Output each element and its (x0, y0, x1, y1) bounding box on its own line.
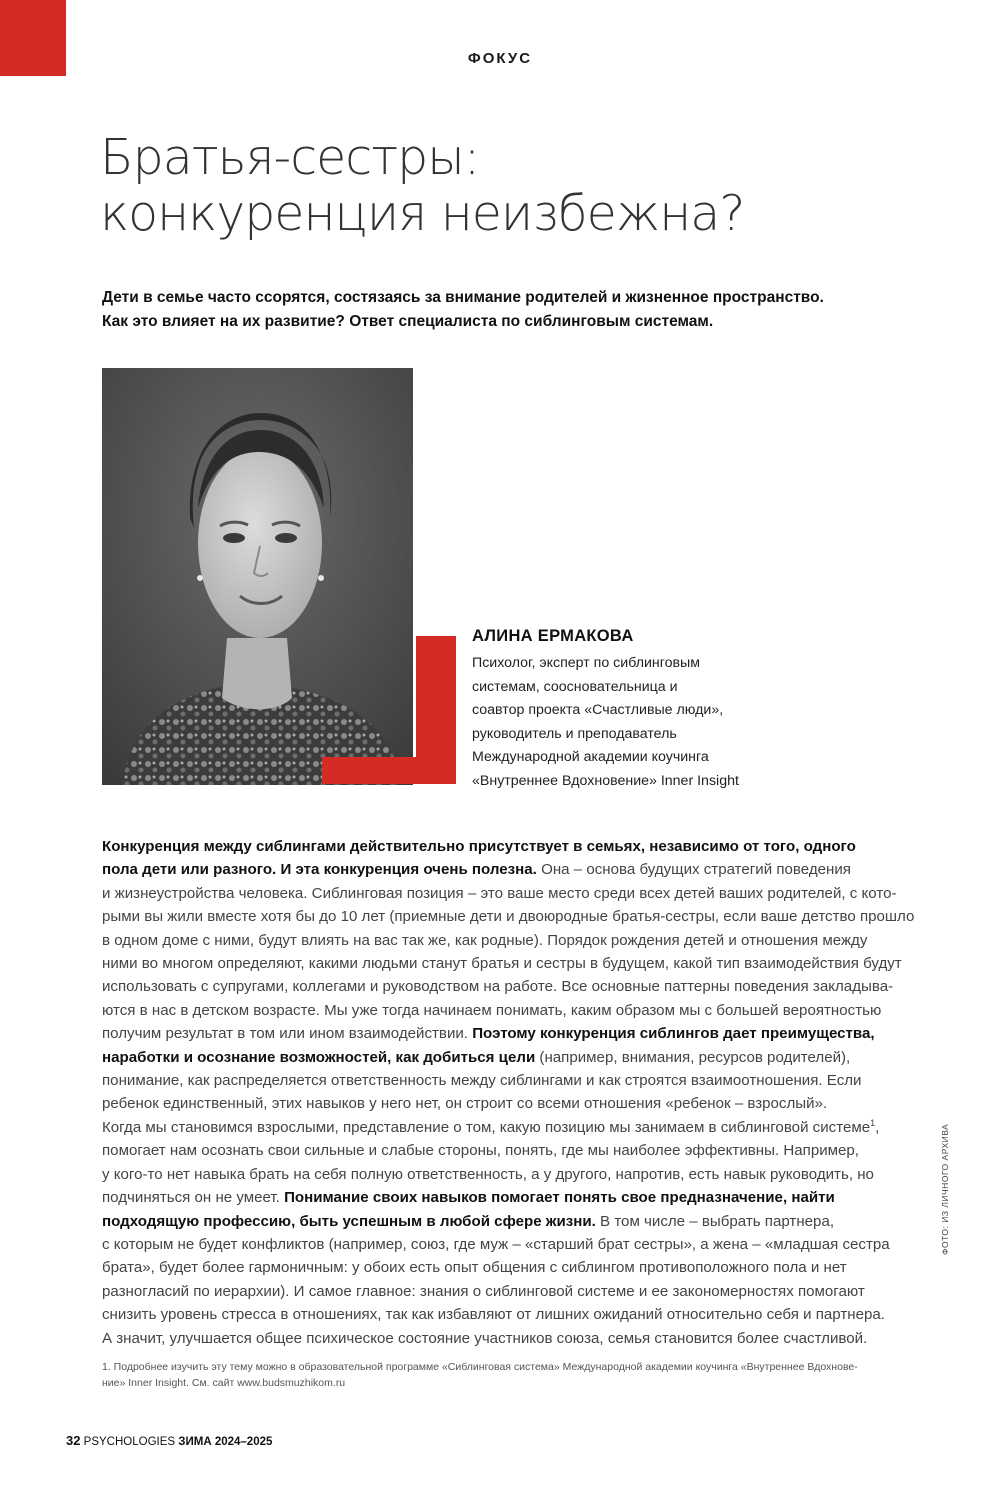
body-bold-text: наработки и осознание возможностей, как добиться цели (102, 1048, 536, 1066)
author-name: АЛИНА ЕРМАКОВА (472, 627, 634, 645)
body-line: ются в нас в детском возрасте. Мы уже тогда начинаем понимать, каким образом мы с большей вероятностью (102, 1001, 882, 1019)
body-line (102, 1210, 892, 1233)
body-line: рыми вы жили вместе хотя бы до 10 лет (приемные дети и двоюродные братья-сестры, если ваше детство прошло (102, 908, 915, 926)
body-line (102, 858, 892, 881)
body-bold-text: подходящую профессию, быть успешным в любой сфере жизни. (102, 1212, 596, 1230)
body-line: ними во многом определяют, какими людьми станут братья и сестры в будущем, какой тип взаимодействия будут (102, 955, 902, 973)
section-label: ФОКУС (467, 50, 533, 67)
body-line: ребенок единственный, этих навыков у него нет, он строит со всеми отношения «ребенок – взрослый». (102, 1095, 828, 1113)
footnote-line-1: 1. Подробнее изучить эту тему можно в образовательной программе «Сиблинговая система» Международной академии коучинга «Внутреннее Вдохнове- (102, 1361, 858, 1373)
author-bio-line: руководитель и преподаватель (472, 725, 677, 742)
body-text: Она – основа будущих стратегий поведения (536, 861, 851, 879)
article-body (102, 835, 915, 1350)
page-footer (66, 1433, 272, 1448)
body-line: у кого-то нет навыка брать на себя полную ответственность, а у другого, напротив, есть навык руководить, но (102, 1165, 874, 1183)
body-line: с которым не будет конфликтов (например, союз, где муж – «старший брат сестры», а жена – «младшая сестра (102, 1235, 890, 1253)
lead-line-2: Как это влияет на их развитие? Ответ специалиста по сиблинговым системам. (102, 313, 714, 330)
author-bio-line: Психолог, эксперт по сиблинговым (472, 655, 700, 671)
magazine-name: PSYCHOLOGIES (83, 1436, 176, 1448)
footnote-ref: 1 (870, 1117, 876, 1128)
body-text: получим результат в том или ином взаимодействии. (102, 1025, 473, 1043)
body-bold-text: пола дети или разного. И эта конкуренция очень полезна. (102, 861, 537, 879)
body-line: использовать с супругами, коллегами и руководством на работе. Все основные паттерны поведения закладыва- (102, 978, 894, 996)
body-bold-text: Понимание своих навыков помогает понять свое предназначение, найти (284, 1189, 835, 1207)
article-headline (100, 130, 920, 242)
body-line: и жизнеустройства человека. Сиблинговая позиция – это ваше место среди всех детей ваших родителей, с кото- (102, 884, 897, 902)
body-line: снизить уровень стресса в отношениях, так как избавляют от лишних ожиданий относительно себя и партнера. (102, 1306, 885, 1324)
headline-line-2: конкуренция неизбежна? (100, 185, 745, 242)
headline-line-1: Братья-сестры: (100, 129, 480, 186)
body-bold-text: Конкуренция между сиблингами действительно присутствует в семьях, независимо от того, одного (102, 838, 856, 855)
author-bio-line: Международной академии коучинга (472, 749, 709, 765)
author-bio-line: системам, соосновательница и (472, 678, 678, 695)
issue-season: ЗИМА 2024–2025 (178, 1436, 273, 1448)
body-line: помогает нам осознать свои сильные и слабые стороны, понять, где мы наиболее эффективны. Например, (102, 1142, 860, 1160)
footnote-line-2: ние» Inner Insight. См. сайт www.budsmuzhikom.ru (102, 1377, 346, 1389)
article-lead (102, 286, 862, 334)
body-bold-text: Поэтому конкуренция сиблингов дает преимущества, (472, 1025, 875, 1043)
body-text: (например, внимания, ресурсов родителей), (535, 1048, 851, 1066)
body-line (102, 1022, 892, 1045)
author-bio-line: «Внутреннее Вдохновение» Inner Insight (472, 772, 739, 789)
body-line: разногласий по иерархии). И самое главное: знания о сиблинговой системе и ее закономерностях помогают (102, 1282, 865, 1300)
author-bio-line: соавтор проекта «Счастливые люди», (472, 702, 724, 718)
body-text: подчиняться он не умеет. (102, 1189, 285, 1207)
body-line: А значит, улучшается общее психическое состояние участников союза, семья становится более счастливой. (102, 1329, 868, 1347)
body-line (102, 1046, 892, 1069)
red-accent-frame (322, 636, 456, 784)
body-text: , (875, 1118, 880, 1136)
lead-line-1: Дети в семье часто ссорятся, состязаясь за внимание родителей и жизненное пространство. (102, 289, 824, 306)
footnote (102, 1359, 892, 1391)
body-text: Когда мы становимся взрослыми, представление о том, какую позицию мы занимаем в сиблинговой системе (102, 1118, 871, 1136)
body-line: брата», будет более гармоничным: у обоих есть опыт общения с сиблингом противоположного пола и нет (102, 1259, 847, 1277)
body-line: понимание, как распределяется ответственность между сиблингами и как строятся взаимоотношения. Если (102, 1072, 862, 1090)
author-info (472, 627, 772, 793)
body-line: в одном доме с ними, будут влиять на вас так же, как родные). Порядок рождения детей и отношения между (102, 931, 868, 949)
photo-credit: ФОТО: ИЗ ЛИЧНОГО АРХИВА (940, 1123, 950, 1255)
page-number: 32 (66, 1433, 81, 1448)
body-line (102, 835, 892, 858)
body-line (102, 1186, 892, 1209)
body-line (102, 1116, 892, 1139)
body-text: В том числе – выбрать партнера, (595, 1212, 835, 1230)
